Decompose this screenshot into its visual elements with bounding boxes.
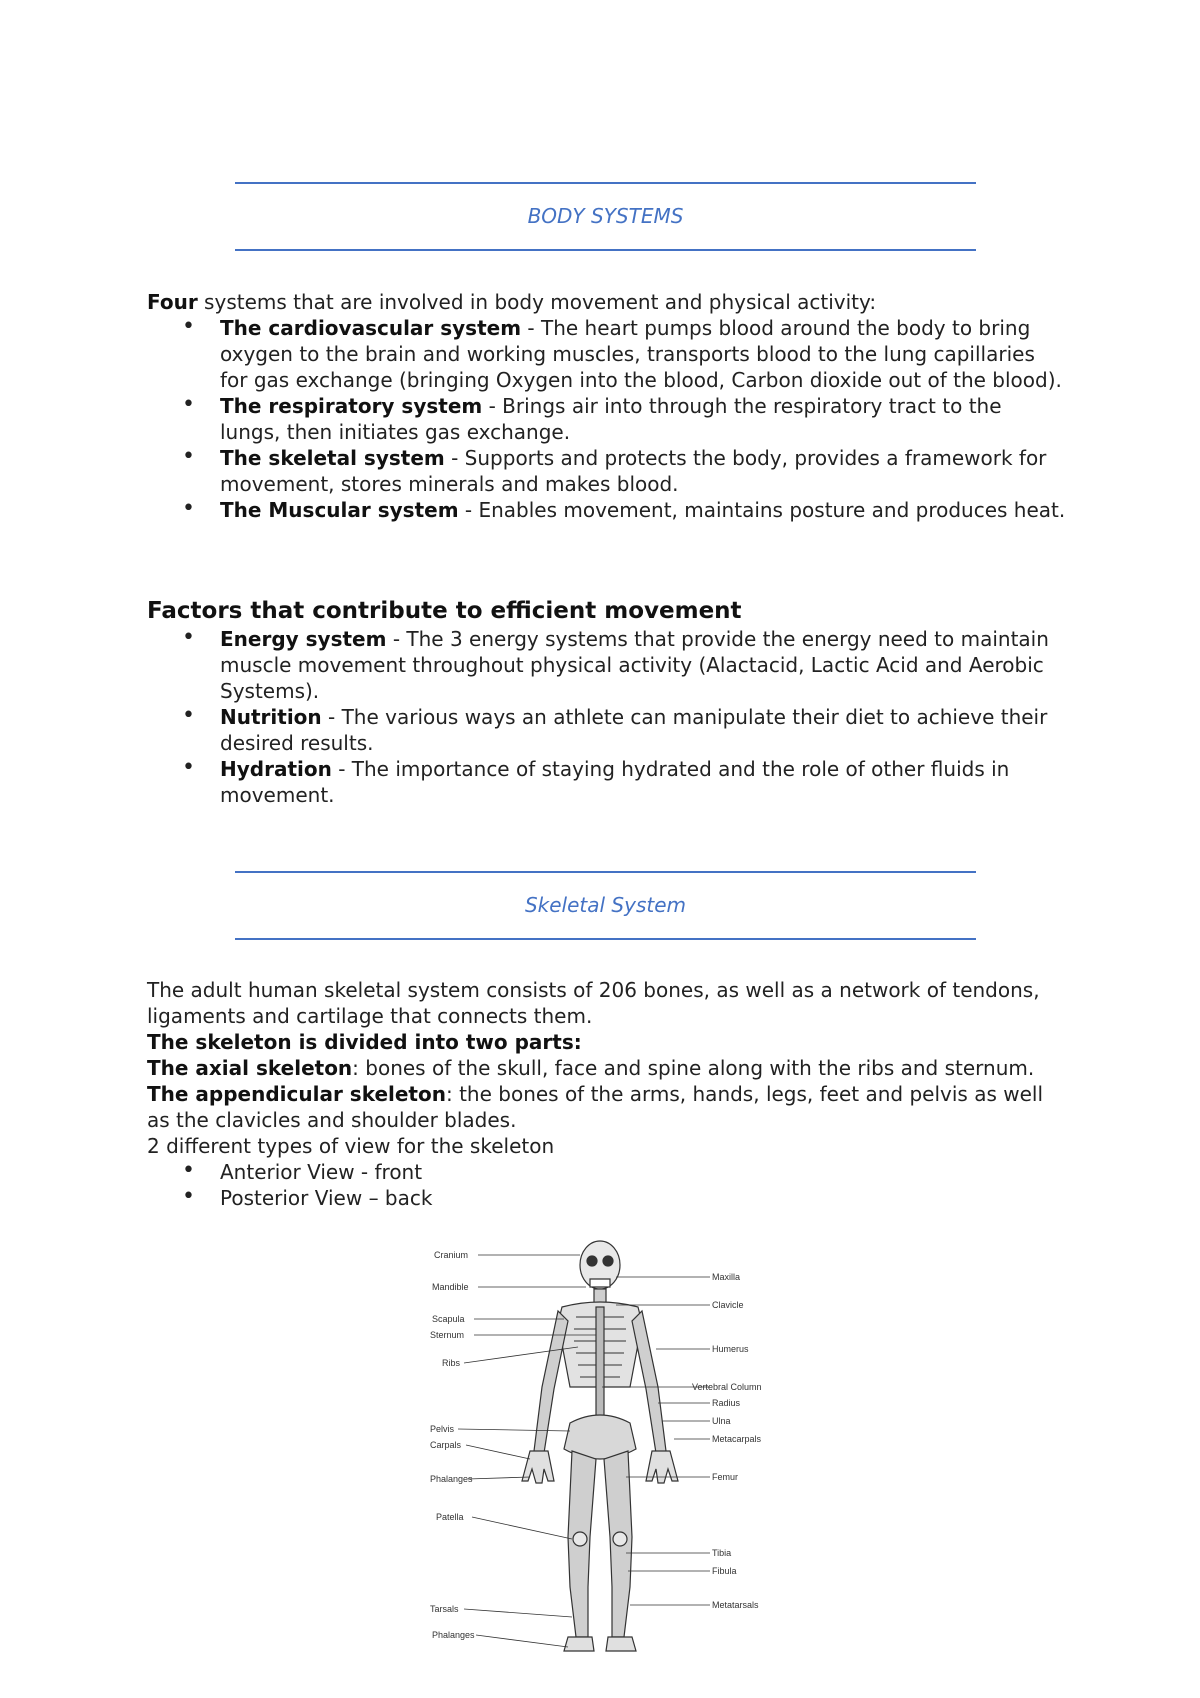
divided-text: The skeleton is divided into two parts:: [147, 1030, 582, 1054]
factors-list: [147, 626, 1067, 808]
bullet-icon: •: [182, 1184, 195, 1209]
figure-label: Mandible: [432, 1282, 469, 1292]
axial-term: The axial skeleton: [147, 1056, 353, 1080]
skeletal-section: [147, 977, 1067, 1211]
list-item: [147, 315, 1067, 393]
bullet-icon: •: [182, 314, 195, 339]
skeletal-intro: The adult human skeletal system consists of 206 bones, as well as a network of tendons, ligaments and cartilage that connects them.: [147, 978, 1040, 1028]
bullet-icon: •: [182, 625, 195, 650]
appendicular-text: : the bones of the arms, hands, legs, feet and pelvis as well as the clavicles and shoulder blades.: [147, 1082, 1044, 1132]
heading-rule-top: [235, 182, 976, 184]
intro-bold: Four: [147, 290, 198, 314]
item-term: The cardiovascular system: [220, 316, 522, 340]
item-text: - Supports and protects the body, provides a framework for movement, stores minerals and makes blood.: [220, 446, 1047, 496]
heading-rule-top: [235, 871, 976, 873]
item-term: Energy system: [220, 627, 387, 651]
item-term: The Muscular system: [220, 498, 459, 522]
divided-heading: [147, 1029, 1067, 1055]
body-systems-section: [147, 289, 1067, 523]
axial-text: : bones of the skull, face and spine along with the ribs and sternum.: [352, 1056, 1035, 1080]
list-item: [147, 704, 1067, 756]
figure-label: Metatarsals: [712, 1600, 759, 1610]
bullet-icon: •: [182, 703, 195, 728]
figure-label: Vertebral Column: [692, 1382, 762, 1392]
list-item: [147, 626, 1067, 704]
figure-label: Humerus: [712, 1344, 749, 1354]
item-text: - The importance of staying hydrated and the role of other fluids in movement.: [220, 757, 1010, 807]
figure-label: Cranium: [434, 1250, 469, 1260]
item-term: Nutrition: [220, 705, 322, 729]
figure-label: Phalanges: [430, 1474, 473, 1484]
skeleton-figure: [430, 1237, 770, 1657]
bullet-icon: •: [182, 444, 195, 469]
figure-label: Tarsals: [430, 1604, 459, 1614]
figure-label: Tibia: [712, 1548, 732, 1558]
figure-label: Pelvis: [430, 1424, 455, 1434]
figure-label: Fibula: [712, 1566, 737, 1576]
item-text: - Enables movement, maintains posture and produces heat.: [458, 498, 1066, 522]
figure-labels-right: [692, 1272, 762, 1610]
bullet-icon: •: [182, 392, 195, 417]
appendicular-term: The appendicular skeleton: [147, 1082, 446, 1106]
list-item: [147, 1159, 1067, 1185]
item-text: - Brings air into through the respiratory tract to the lungs, then initiates gas exchange.: [220, 394, 1002, 444]
figure-label: Carpals: [430, 1440, 462, 1450]
intro-text: systems that are involved in body movement and physical activity:: [197, 290, 877, 314]
views-intro: 2 different types of view for the skeleton: [147, 1134, 555, 1158]
item-text: Anterior View - front: [220, 1160, 423, 1184]
skeleton-diagram: [430, 1237, 770, 1657]
body-systems-heading: BODY SYSTEMS: [527, 204, 684, 228]
figure-label: Metacarpals: [712, 1434, 762, 1444]
factors-heading: Factors that contribute to efficient movement: [147, 598, 742, 624]
list-item: [147, 393, 1067, 445]
skeletal-heading: Skeletal System: [524, 893, 687, 917]
body-systems-list: [147, 315, 1067, 523]
item-term: The skeletal system: [220, 446, 445, 470]
figure-label: Radius: [712, 1398, 741, 1408]
list-item: [147, 1185, 1067, 1211]
list-item: [147, 445, 1067, 497]
bullet-icon: •: [182, 496, 195, 521]
heading-rule-bottom: [235, 249, 976, 251]
appendicular-paragraph: [147, 1081, 1067, 1133]
bullet-icon: •: [182, 755, 195, 780]
figure-labels-left: [430, 1250, 475, 1640]
figure-label: Clavicle: [712, 1300, 744, 1310]
factors-section: [147, 596, 1067, 808]
figure-label: Patella: [436, 1512, 464, 1522]
figure-label: Scapula: [432, 1314, 465, 1324]
axial-paragraph: [147, 1055, 1067, 1081]
figure-label: Ribs: [442, 1358, 461, 1368]
item-term: The respiratory system: [220, 394, 483, 418]
skeleton-body: [522, 1241, 678, 1651]
list-item: [147, 497, 1067, 523]
item-text: - The heart pumps blood around the body to bring oxygen to the brain and working muscles, transports blood to the lung capillaries for gas exchange (bringing Oxygen into the blood, Carbon dioxide out of the blood).: [220, 316, 1062, 392]
list-item: [147, 756, 1067, 808]
item-text: - The various ways an athlete can manipulate their diet to achieve their desired results.: [220, 705, 1048, 755]
figure-label: Femur: [712, 1472, 739, 1482]
figure-label: Ulna: [712, 1416, 731, 1426]
figure-label: Phalanges: [432, 1630, 475, 1640]
views-list: [147, 1159, 1067, 1211]
heading-rule-bottom: [235, 938, 976, 940]
item-text: - The 3 energy systems that provide the energy need to maintain muscle movement throughout physical activity (Alactacid, Lactic Acid and Aerobic Systems).: [220, 627, 1049, 703]
item-text: Posterior View – back: [220, 1186, 433, 1210]
bullet-icon: •: [182, 1158, 195, 1183]
item-term: Hydration: [220, 757, 332, 781]
intro-paragraph: [147, 289, 1067, 315]
figure-label: Sternum: [430, 1330, 465, 1340]
figure-label: Maxilla: [712, 1272, 741, 1282]
